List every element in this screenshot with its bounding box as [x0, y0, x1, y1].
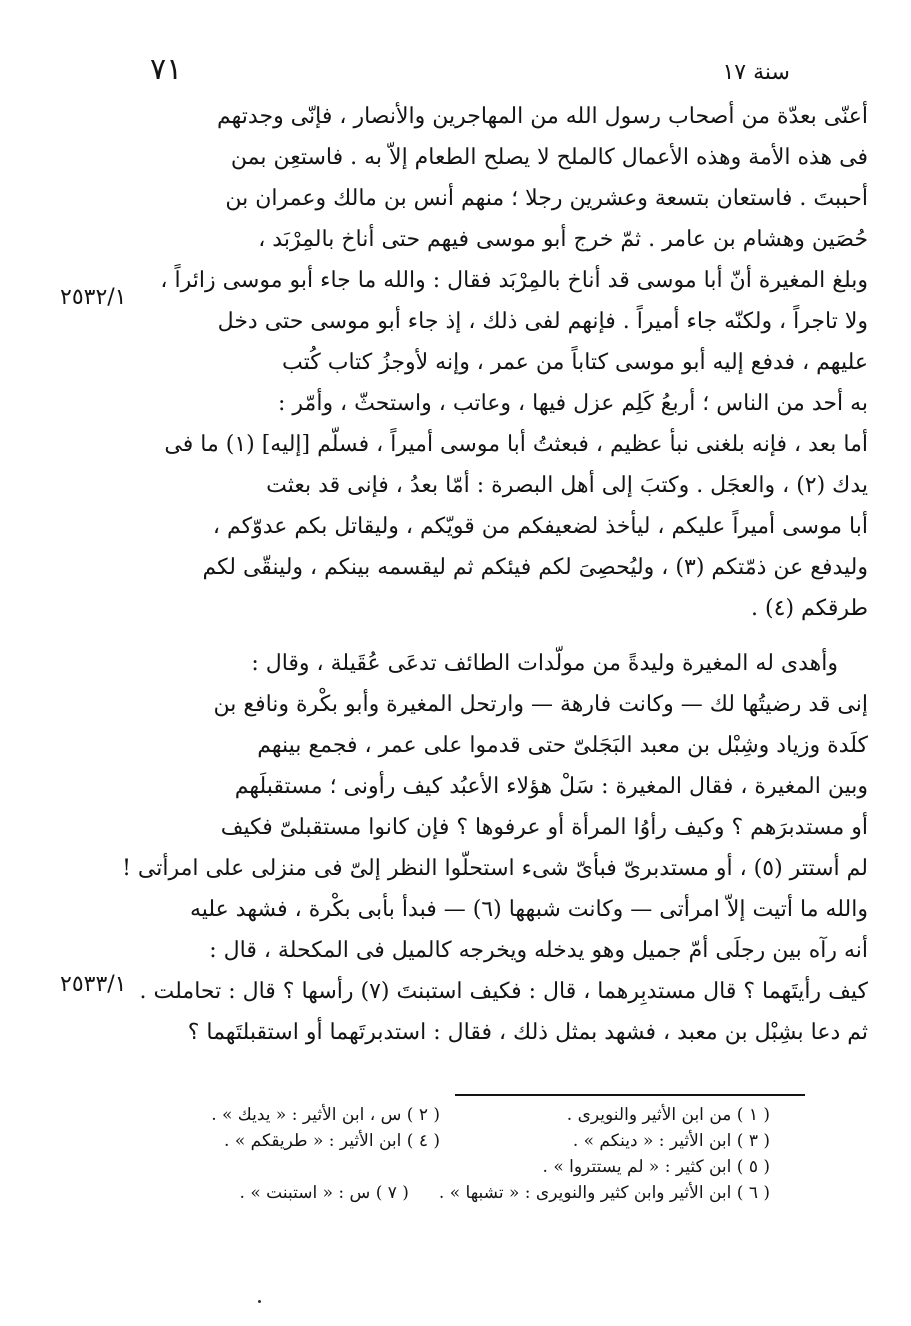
text-line: أما بعد ، فإنه بلغنى نبأ عظيم ، فبعثتُ أبا موسى أميراً ، فسلّم [إليه] (١) ما فى	[164, 432, 868, 457]
text-line: أبا موسى أميراً عليكم ، ليأخذ لضعيفكم من قويّكم ، وليقاتل بكم عدوّكم ،	[212, 514, 868, 539]
text-line: وليدفع عن ذمّتكم (٣) ، وليُحصِىَ لكم فيئكم ثم ليقسمه بينكم ، ولينقّى لكم	[202, 555, 868, 580]
text-line: عليهم ، فدفع إليه أبو موسى كتاباً من عمر ، وإنه لأوجزُ كتاب كُتب	[282, 350, 868, 375]
footnote-row	[170, 1128, 770, 1154]
print-speck	[258, 1300, 261, 1303]
text-line: ولا تاجراً ، ولكنّه جاء أميراً . فإنهم لفى ذلك ، إذ جاء أبو موسى حتى دخل	[217, 309, 868, 334]
text-line: والله ما أتيت إلاّ امرأتى — وكانت شبهها (٦) — فبدأ بأبى بكْرة ، فشهد عليه	[189, 897, 868, 922]
text-line: وأهدى له المغيرة وليدةً من مولّدات الطائف تدعَى عُقَيلة ، وقال :	[251, 651, 838, 676]
footnote: ( ٧ ) س : « استبنت » .	[239, 1183, 409, 1203]
footnote: ( ٦ ) ابن الأثير وابن كثير والنويرى : « تشبها » .	[438, 1183, 770, 1203]
text-line: فى هذه الأمة وهذه الأعمال كالملح لا يصلح الطعام إلاّ به . فاستعِن بمن	[230, 145, 868, 170]
text-line: لم أستتر (٥) ، أو مستدبرىّ فبأىّ شىء استحلّوا النظر إلىّ فى منزلى على امرأتى !	[122, 856, 868, 881]
text-line: وبين المغيرة ، فقال المغيرة : سَلْ هؤلاء الأعبُد كيف رأونى ؛ مستقبلَهم	[234, 774, 868, 799]
text-line: إنى قد رضيتُها لك — وكانت فارهة — وارتحل المغيرة وأبو بكْرة ونافع بن	[213, 692, 868, 717]
footnote: ( ١ ) من ابن الأثير والنويرى .	[566, 1105, 770, 1125]
text-line: حُصَين وهشام بن عامر . ثمّ خرج أبو موسى فيهم حتى أناخ بالمِرْبَد ،	[258, 227, 868, 252]
text-line: طرقكم (٤) .	[751, 596, 868, 621]
margin-reference: ٢٥٣٣/١	[60, 972, 127, 997]
main-text	[108, 96, 868, 1053]
text-line: وبلغ المغيرة أنّ أبا موسى قد أناخ بالمِرْبَد فقال : والله ما جاء أبو موسى زائراً ،	[160, 268, 868, 293]
text-line: كلَدة وزياد وشِبْل بن معبد البَجَلىّ حتى قدموا على عمر ، فجمع بينهم	[257, 733, 868, 758]
text-line: به أحد من الناس ؛ أربعُ كَلِم عزل فيها ، وعاتب ، واستحثّ ، وأمّر :	[278, 391, 868, 416]
page-number: ٧١	[150, 52, 183, 87]
text-line: يدك (٢) ، والعجَل . وكتبَ إلى أهل البصرة : أمّا بعدُ ، فإنى قد بعثت	[266, 473, 868, 498]
footnote-row	[170, 1102, 770, 1128]
footnote: ( ٣ ) ابن الأثير : « دينكم » .	[572, 1131, 770, 1151]
text-line: أنه رآه بين رجلَى أمّ جميل وهو يدخله ويخرجه كالميل فى المكحلة ، قال :	[209, 938, 868, 963]
text-line: ثم دعا بشِبْل بن معبد ، فشهد بمثل ذلك ، فقال : استدبرتَهما أو استقبلتَهما ؟	[187, 1020, 868, 1045]
margin-reference: ٢٥٣٢/١	[60, 285, 127, 310]
text-line: أعنّى بعدّة من أصحاب رسول الله من المهاجرين والأنصار ، فإنّى وجدتهم	[217, 104, 868, 129]
footnote: ( ٢ ) س ، ابن الأثير : « يديك » .	[211, 1105, 440, 1125]
running-header-year: سنة ١٧	[722, 60, 790, 85]
footnote-row	[170, 1154, 770, 1180]
footnote: ( ٤ ) ابن الأثير : « طريقكم » .	[224, 1131, 440, 1151]
text-line: أحببتَ . فاستعان بتسعة وعشرين رجلا ؛ منهم أنس بن مالك وعمران بن	[225, 186, 868, 211]
text-line: أو مستدبرَهم ؟ وكيف رأوُا المرأة أو عرفوها ؟ فإن كانوا مستقبلىّ فكيف	[220, 815, 868, 840]
footnote: ( ٥ ) ابن كثير : « لم يستتروا » .	[542, 1157, 770, 1177]
text-line: كيف رأيتَهما ؟ قال مستدبِرهما ، قال : فكيف استبنتَ (٧) رأسها ؟ قال : تحاملت .	[139, 979, 868, 1004]
footnote-separator	[455, 1094, 805, 1096]
footnote-row	[170, 1180, 770, 1206]
paragraph-gap	[108, 629, 868, 643]
footnotes	[170, 1102, 770, 1206]
